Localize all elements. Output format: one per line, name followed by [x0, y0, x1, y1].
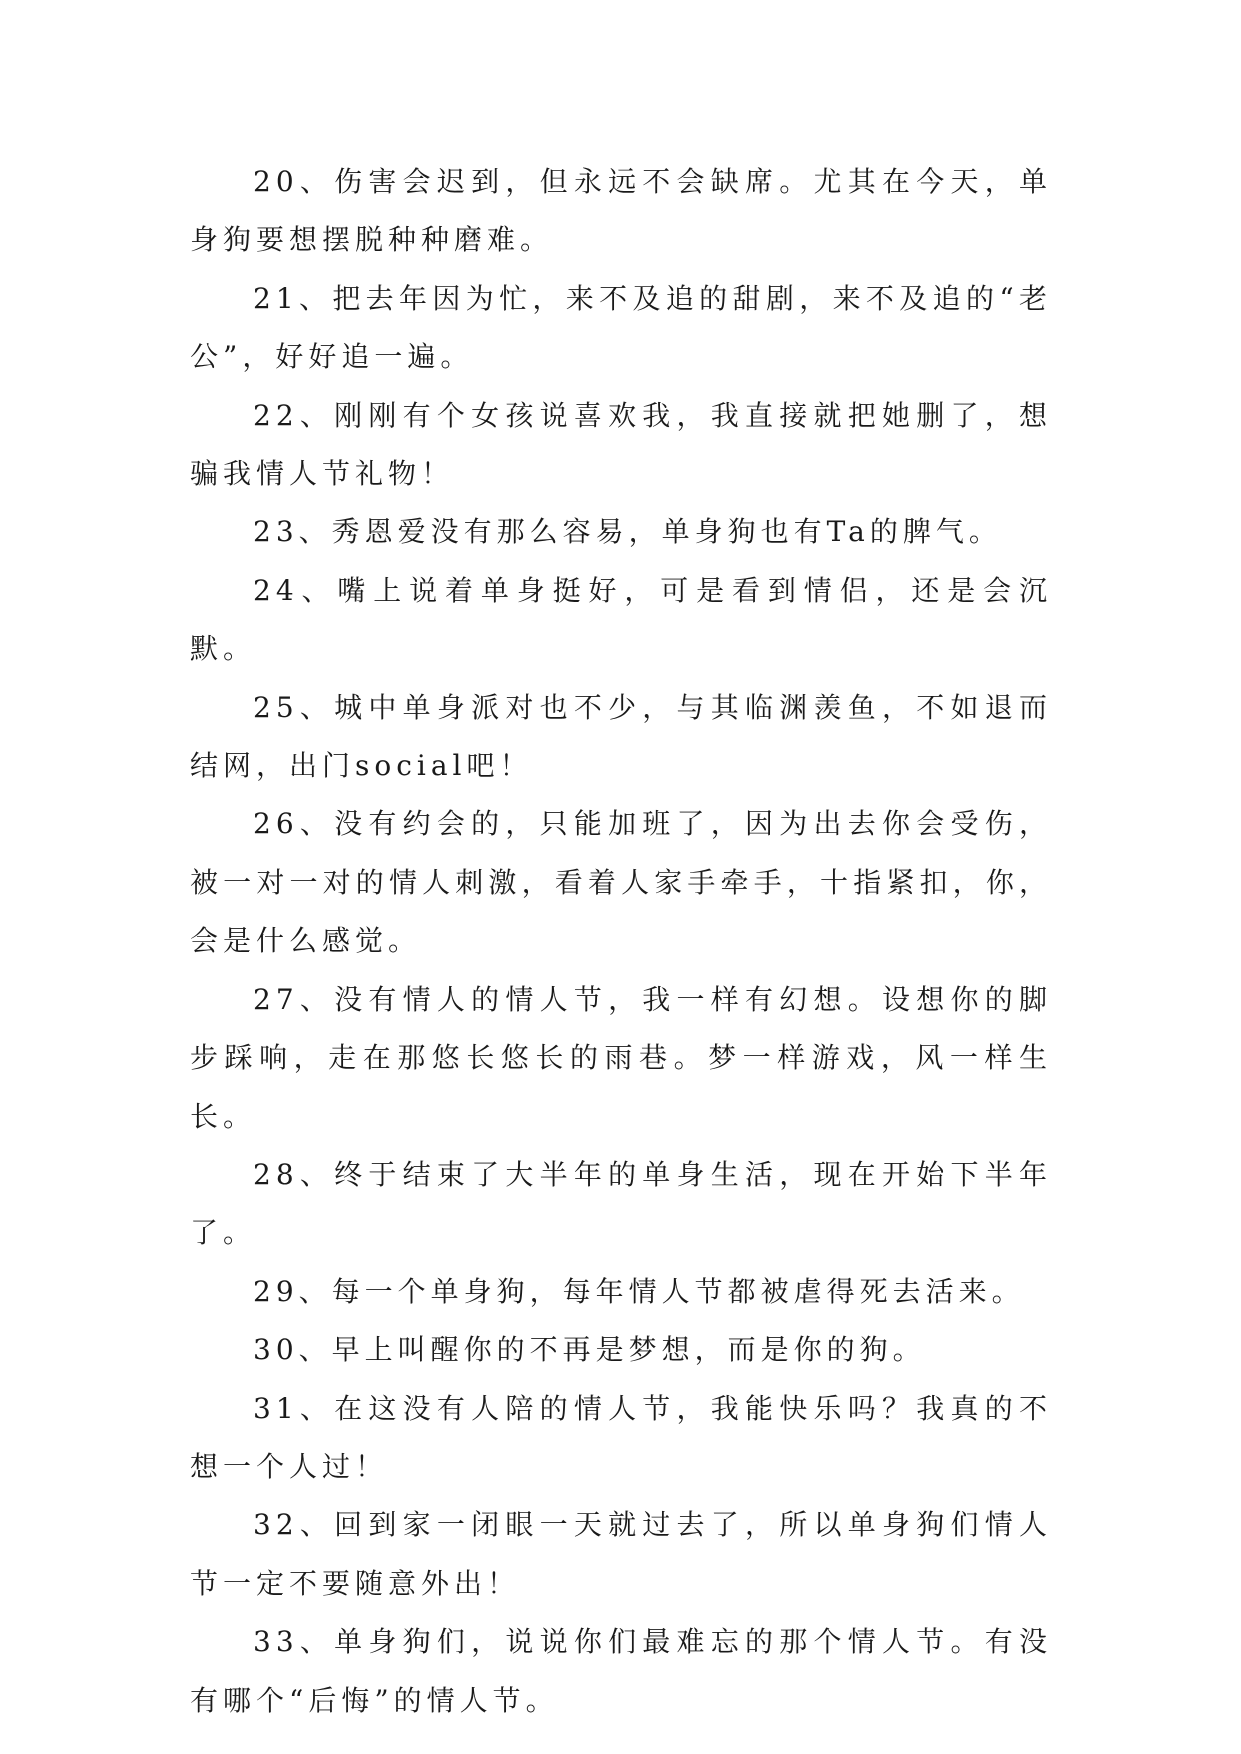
paragraph-22: 22、刚刚有个女孩说喜欢我，我直接就把她删了，想骗我情人节礼物！ — [190, 398, 1052, 491]
paragraph-24: 24、嘴上说着单身挺好，可是看到情侣，还是会沉默。 — [190, 573, 1052, 666]
paragraph-25: 25、城中单身派对也不少，与其临渊羡鱼，不如退而结网，出门social吧！ — [190, 690, 1052, 783]
paragraph-28: 28、终于结束了大半年的单身生活，现在开始下半年了。 — [190, 1157, 1052, 1250]
paragraph-26: 26、没有约会的，只能加班了，因为出去你会受伤，被一对一对的情人刺激，看着人家手牵手，十指紧扣，你，会是什么感觉。 — [190, 807, 1052, 958]
paragraph-21: 21、把去年因为忙，来不及追的甜剧，来不及追的“老公”，好好追一遍。 — [190, 281, 1052, 374]
paragraph-32: 32、回到家一闭眼一天就过去了，所以单身狗们情人节一定不要随意外出！ — [190, 1508, 1052, 1600]
paragraph-29: 29、每一个单身狗，每年情人节都被虐得死去活来。 — [253, 1274, 1025, 1308]
paragraph-33: 33、单身狗们，说说你们最难忘的那个情人节。有没有哪个“后悔”的情人节。 — [190, 1625, 1052, 1717]
document-body — [190, 153, 1052, 1730]
paragraph-30: 30、早上叫醒你的不再是梦想，而是你的狗。 — [253, 1333, 926, 1367]
paragraph-23: 23、秀恩爱没有那么容易，单身狗也有Ta的脾气。 — [253, 515, 1002, 549]
paragraph-27: 27、没有情人的情人节，我一样有幻想。设想你的脚步踩响，走在那悠长悠长的雨巷。梦一样游戏，风一样生长。 — [190, 982, 1052, 1133]
paragraph-31: 31、在这没有人陪的情人节，我能快乐吗？我真的不想一个人过！ — [190, 1391, 1052, 1483]
paragraph-20: 20、伤害会迟到，但永远不会缺席。尤其在今天，单身狗要想摆脱种种磨难。 — [190, 165, 1052, 257]
